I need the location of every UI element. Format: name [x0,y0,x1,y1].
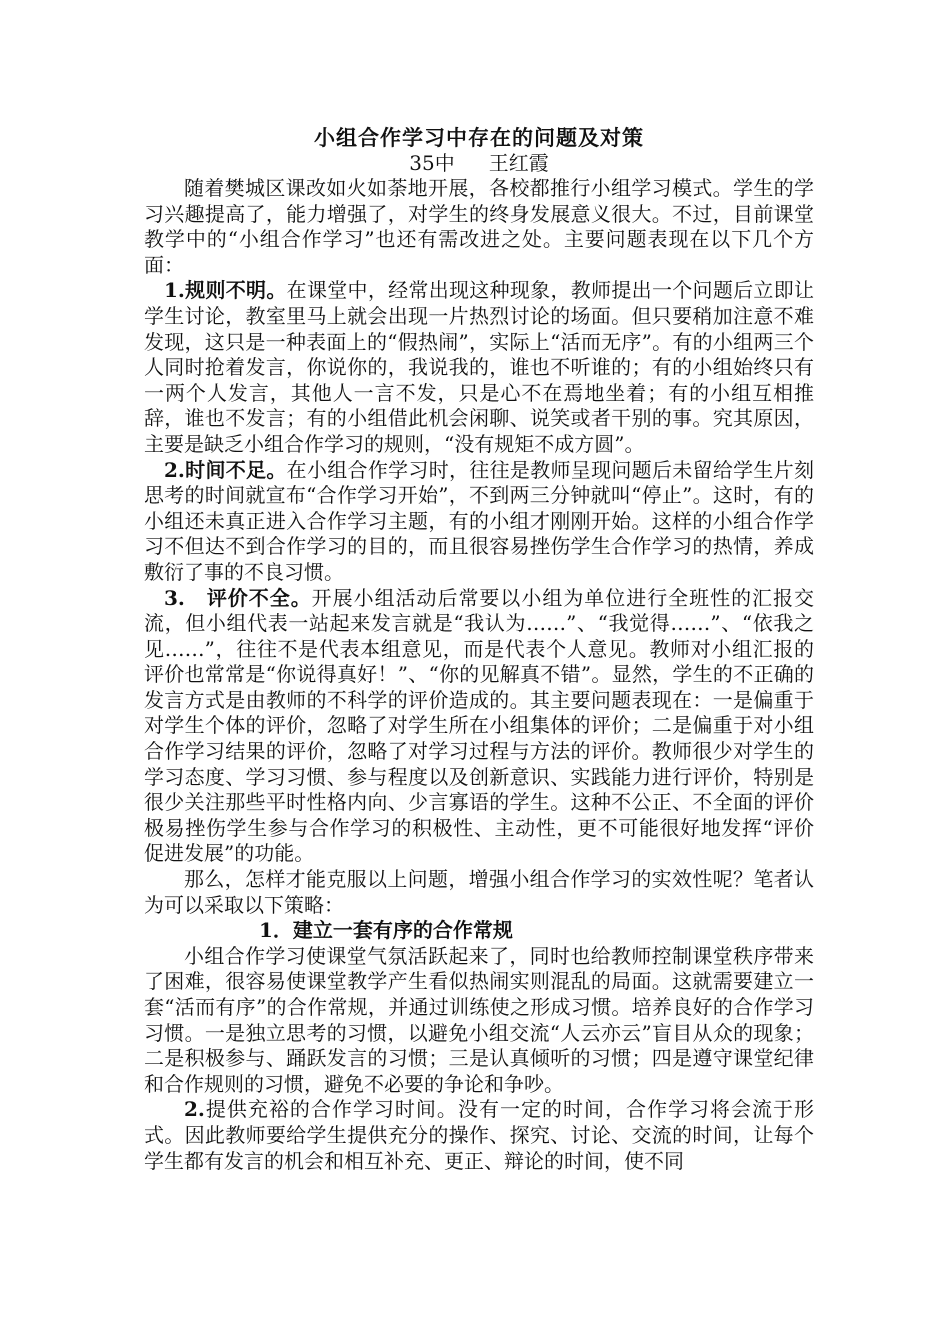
problem-text-2: 在小组合作学习时，往往是教师呈现问题后未留给学生片刻思考的时间就宣布“合作学习开始”，不到两三分钟就叫“停止”。这时，有的小组还未真正进入合作学习主题，有的小组才刚刚开始。这样的小组合作学习不但达不到合作学习的目的，而且很容易挫伤学生合作学习的热情，养成敷衍了事的不良习惯。 [144,457,815,584]
document-page [144,124,814,1174]
problem-text-3: 开展小组活动后常要以小组为单位进行全班性的汇报交流，但小组代表一站起来发言就是“我认为……”、“我觉得……”、“依我之见……”，往往不是代表本组意见，而是代表个人意见。教师对小组汇报的评价也常常是“你说得真好！”、“你的见解真不错”。显然，学生的不正确的发言方式是由教师的不科学的评价造成的。其主要问题表现在：一是偏重于对学生个体的评价，忽略了对学生所在小组集体的评价；二是偏重于对小组合作学习结果的评价，忽略了对学习过程与方法的评价。教师很少对学生的学习态度、学习习惯、参与程度以及创新意识、实践能力进行评价，特别是很少关注那些平时性格内向、少言寡语的学生。这种不公正、不全面的评价极易挫伤学生参与合作学习的积极性、主动性，更不可能很好地发挥“评价促进发展”的功能。 [144,585,814,866]
transition-paragraph: 那么，怎样才能克服以上问题，增强小组合作学习的实效性呢？笔者认为可以采取以下策略： [144,867,814,917]
strategy-paragraph-1: 小组合作学习使课堂气氛活跃起来了，同时也给教师控制课堂秩序带来了困难，很容易使课堂教学产生看似热闹实则混乱的局面。这就需要建立一套“活而有序”的合作常规，并通过训练使之形成习惯。培养良好的合作学习习惯。一是独立思考的习惯，以避免小组交流“人云亦云”盲目从众的现象；二是积极参与、踊跃发言的习惯；三是认真倾听的习惯；四是遵守课堂纪律和合作规则的习惯，避免不必要的争论和争吵。 [144,943,814,1096]
strategy-heading-2: 2. [184,1097,205,1122]
strategy-paragraph-2 [144,1097,814,1174]
problem-paragraph-3 [144,586,814,868]
problem-paragraph-2 [144,458,814,586]
problem-heading-3: 3. 评价不全。 [164,585,312,610]
problem-heading-2: 2.时间不足。 [164,457,287,482]
author-line [144,151,814,176]
strategy-heading-1: 1．建立一套有序的合作常规 [259,918,513,943]
problem-text-1: 在课堂中，经常出现这种现象，教师提出一个问题后立即让学生讨论，教室里马上就会出现一片热烈讨论的场面。但只要稍加注意不难发现，这只是一种表面上的“假热闹”，实际上“活而无序”。有的小组两三个人同时抢着发言，你说你的，我说我的，谁也不听谁的；有的小组始终只有一两个人发言，其他人一言不发，只是心不在焉地坐着；有的小组互相推辞，谁也不发言；有的小组借此机会闲聊、说笑或者干别的事。究其原因，主要是缺乏小组合作学习的规则，“没有规矩不成方圆”。 [144,278,815,456]
problem-paragraph-1 [144,278,814,457]
author-name: 王红霞 [488,151,549,175]
strategy-text-2: 提供充裕的合作学习时间。没有一定的时间，合作学习将会流于形式。因此教师要给学生提供充分的操作、探究、讨论、交流的时间，让每个学生都有发言的机会和相互补充、更正、辩论的时间，使不同 [144,1097,814,1173]
author-school: 35中 [409,151,455,175]
intro-paragraph: 随着樊城区课改如火如荼地开展，各校都推行小组学习模式。学生的学习兴趣提高了，能力增强了，对学生的终身发展意义很大。不过，目前课堂教学中的“小组合作学习”也还有需改进之处。主要问题表现在以下几个方面： [144,176,814,277]
document-title: 小组合作学习中存在的问题及对策 [314,125,644,150]
problem-heading-1: 1.规则不明。 [164,278,287,303]
